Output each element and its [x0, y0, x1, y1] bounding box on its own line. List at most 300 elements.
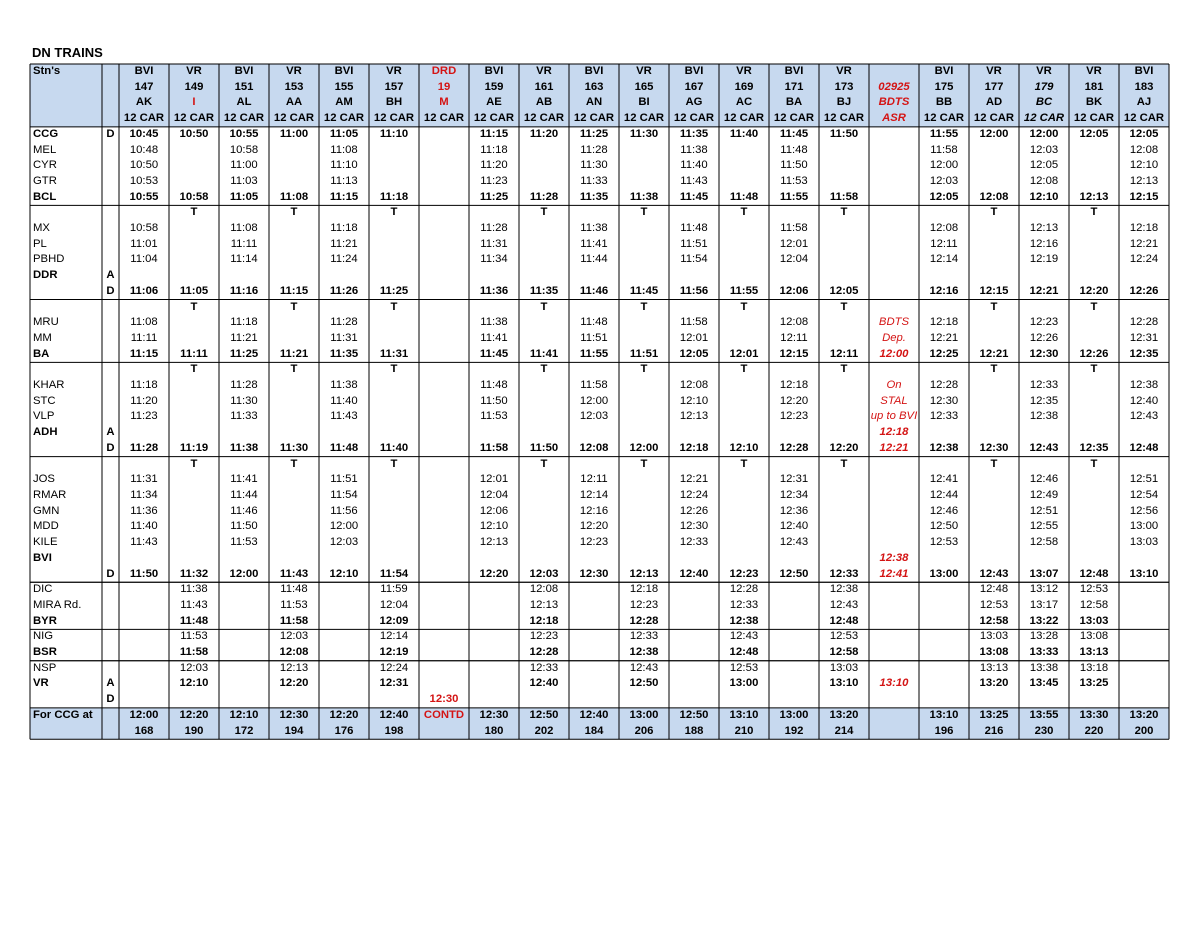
time-cell: [269, 174, 319, 190]
time-cell: [369, 409, 419, 425]
train-code: BC: [1019, 95, 1069, 111]
station-name: PL: [33, 237, 47, 250]
station-name: MRU: [33, 316, 59, 329]
time-cell: [369, 158, 419, 174]
time-cell: [169, 409, 219, 425]
time-cell: [319, 582, 369, 598]
time-cell: [519, 519, 569, 535]
time-cell: 12:28: [729, 583, 759, 596]
time-cell: T: [1090, 206, 1098, 219]
time-cell: 12:51: [1029, 504, 1059, 517]
time-cell: T: [290, 363, 298, 376]
footer-times: 12:20: [319, 708, 369, 724]
arr-dep-flag: [102, 315, 119, 331]
time-cell: [619, 143, 669, 159]
train-dest: [869, 64, 919, 80]
train-code: BK: [1069, 95, 1119, 111]
train-dest: BVI: [769, 64, 819, 80]
time-cell: [319, 692, 369, 708]
train-no: 147: [119, 80, 169, 96]
time-cell: [169, 488, 219, 504]
train-cars: ASR: [869, 111, 919, 127]
time-cell: [219, 300, 269, 316]
time-cell: [969, 143, 1019, 159]
train-cars: 12 CAR: [419, 111, 469, 127]
time-cell: [519, 158, 569, 174]
time-cell: [419, 205, 469, 221]
time-cell: 12:25: [929, 347, 959, 360]
time-cell: [319, 645, 369, 661]
time-cell: 11:48: [329, 441, 359, 454]
time-cell: [919, 268, 969, 284]
time-cell: 12:55: [1029, 520, 1059, 533]
time-cell: [1119, 692, 1169, 708]
time-cell: 11:35: [579, 190, 609, 203]
station-row: [30, 284, 1169, 300]
time-cell: [419, 409, 469, 425]
time-cell: [619, 221, 669, 237]
train-cars: 12 CAR: [919, 111, 969, 127]
train-code: AN: [569, 95, 619, 111]
train-code: M: [419, 95, 469, 111]
time-cell: [519, 221, 569, 237]
time-cell: 11:58: [580, 379, 608, 392]
time-cell: 12:38: [829, 583, 859, 596]
footer-label-blank: [30, 724, 102, 740]
footer-times: 13:00: [769, 708, 819, 724]
time-cell: 12:28: [779, 441, 809, 454]
arr-dep-flag: A: [106, 269, 115, 282]
time-cell: [469, 598, 519, 614]
time-cell: 11:53: [780, 174, 808, 187]
time-cell: [469, 551, 519, 567]
time-cell: [1119, 614, 1169, 630]
time-cell: [819, 504, 869, 520]
time-cell: 12:14: [929, 253, 959, 266]
time-cell: [269, 394, 319, 410]
time-cell: [1069, 378, 1119, 394]
time-cell: [369, 143, 419, 159]
time-cell: [1019, 551, 1069, 567]
train-code: BI: [619, 95, 669, 111]
time-cell: 11:25: [579, 127, 609, 140]
station-name: [30, 362, 102, 378]
time-cell: [819, 692, 869, 708]
time-cell: [419, 362, 469, 378]
time-cell: [719, 221, 769, 237]
station-row: [30, 252, 1169, 268]
time-cell: [819, 221, 869, 237]
time-cell: 11:10: [379, 127, 409, 140]
time-cell: [219, 425, 269, 441]
time-cell: 12:33: [679, 536, 709, 549]
time-cell: [819, 268, 869, 284]
time-cell: [569, 551, 619, 567]
time-cell: 10:58: [129, 222, 159, 235]
time-cell: 12:58: [979, 614, 1009, 627]
time-cell: [169, 535, 219, 551]
station-name: RMAR: [33, 488, 67, 501]
time-cell: 12:21: [979, 347, 1009, 360]
station-row: [30, 158, 1169, 174]
train-dest: VR: [619, 64, 669, 80]
time-cell: [819, 331, 869, 347]
time-cell: [419, 378, 469, 394]
time-cell: 11:48: [580, 316, 608, 329]
arr-dep-flag: [102, 614, 119, 630]
train-cars: 12 CAR: [669, 111, 719, 127]
time-cell: 13:00: [1129, 520, 1159, 533]
footer-nos: [419, 724, 469, 740]
time-cell: [119, 676, 169, 692]
time-cell: 11:58: [479, 441, 509, 454]
time-cell: [219, 551, 269, 567]
time-cell: [369, 394, 419, 410]
footer-times: 12:20: [169, 708, 219, 724]
time-cell: 12:10: [179, 677, 209, 690]
station-row: [30, 661, 1169, 677]
time-cell: 12:33: [1029, 379, 1059, 392]
time-cell: [869, 362, 919, 378]
time-cell: 12:30: [979, 441, 1009, 454]
time-cell: 11:50: [129, 567, 159, 580]
time-cell: 11:43: [680, 174, 708, 187]
time-cell: [119, 300, 169, 316]
time-cell: [1119, 425, 1169, 441]
time-cell: [919, 551, 969, 567]
time-cell: 12:11: [580, 473, 608, 486]
time-cell: 12:08: [779, 316, 809, 329]
train-no: 175: [919, 80, 969, 96]
time-cell: 12:28: [629, 614, 659, 627]
time-cell: [569, 582, 619, 598]
time-cell: [819, 425, 869, 441]
time-cell: [619, 425, 669, 441]
time-cell: 11:18: [230, 316, 258, 329]
station-name: VLP: [33, 410, 55, 423]
time-cell: T: [290, 457, 298, 470]
time-cell: 12:36: [779, 504, 809, 517]
time-cell: [369, 535, 419, 551]
time-cell: [869, 127, 919, 143]
header-row: [30, 111, 1169, 127]
time-cell: [869, 629, 919, 645]
time-cell: [869, 535, 919, 551]
time-cell: 12:33: [829, 567, 859, 580]
time-cell: [269, 488, 319, 504]
time-cell: 13:20: [979, 677, 1009, 690]
time-cell: [419, 252, 469, 268]
station-row: [30, 331, 1169, 347]
train-dest: BVI: [919, 64, 969, 80]
time-cell: [119, 268, 169, 284]
station-name: [30, 205, 102, 221]
time-cell: 12:23: [779, 410, 809, 423]
time-cell: [519, 504, 569, 520]
time-cell: 11:30: [230, 394, 258, 407]
time-cell: STAL: [880, 394, 908, 407]
time-cell: 11:53: [180, 630, 208, 643]
time-cell: [319, 551, 369, 567]
time-cell: [319, 300, 369, 316]
time-cell: [919, 676, 969, 692]
arr-dep-flag: [102, 598, 119, 614]
time-cell: [419, 661, 469, 677]
time-cell: 11:03: [230, 174, 258, 187]
footer-times: 13:10: [919, 708, 969, 724]
time-cell: 10:50: [179, 127, 209, 140]
footer-nos: 200: [1119, 724, 1169, 740]
time-cell: 12:05: [829, 284, 859, 297]
time-cell: 12:19: [379, 646, 409, 659]
time-cell: 12:15: [779, 347, 809, 360]
time-cell: [119, 551, 169, 567]
time-cell: 13:13: [1079, 646, 1109, 659]
time-cell: [769, 205, 819, 221]
time-cell: [469, 614, 519, 630]
time-cell: [169, 378, 219, 394]
time-cell: [819, 237, 869, 253]
train-cars: 12 CAR: [369, 111, 419, 127]
time-cell: [719, 174, 769, 190]
time-cell: 13:03: [979, 630, 1009, 643]
time-cell: [769, 645, 819, 661]
train-dest: VR: [369, 64, 419, 80]
time-cell: 11:23: [130, 410, 158, 423]
train-code: AJ: [1119, 95, 1169, 111]
train-dest: BVI: [669, 64, 719, 80]
time-cell: [719, 519, 769, 535]
time-cell: 12:56: [1129, 504, 1159, 517]
time-cell: 12:50: [629, 677, 659, 690]
time-cell: [919, 457, 969, 473]
time-cell: [919, 300, 969, 316]
footer-times: 12:30: [269, 708, 319, 724]
time-cell: 12:38: [879, 551, 909, 564]
time-cell: 12:20: [779, 394, 809, 407]
arr-dep-flag: [102, 488, 119, 504]
arr-dep-flag: [102, 347, 119, 363]
station-row: [30, 143, 1169, 159]
time-cell: [269, 237, 319, 253]
train-no: 153: [269, 80, 319, 96]
time-cell: T: [840, 363, 848, 376]
train-cars: 12 CAR: [169, 111, 219, 127]
station-name: CYR: [33, 159, 57, 172]
time-cell: 12:30: [679, 520, 709, 533]
time-cell: [819, 519, 869, 535]
time-cell: 12:03: [329, 536, 359, 549]
footer-nos: 202: [519, 724, 569, 740]
time-cell: [919, 645, 969, 661]
time-cell: [619, 268, 669, 284]
train-no: 173: [819, 80, 869, 96]
arr-dep-flag: D: [106, 693, 115, 706]
time-cell: [1069, 221, 1119, 237]
time-cell: 12:23: [1029, 316, 1059, 329]
time-cell: 11:30: [279, 441, 309, 454]
time-cell: [919, 598, 969, 614]
arr-dep-flag: D: [106, 567, 115, 580]
time-cell: 12:04: [379, 598, 409, 611]
time-cell: [869, 268, 919, 284]
station-row: [30, 567, 1169, 583]
station-name: MDD: [33, 520, 59, 533]
time-cell: [169, 692, 219, 708]
arr-dep-flag: [102, 457, 119, 473]
time-cell: 11:55: [729, 284, 759, 297]
time-cell: [669, 614, 719, 630]
time-cell: 12:00: [579, 394, 609, 407]
time-cell: 12:10: [729, 441, 759, 454]
time-cell: [619, 551, 669, 567]
time-cell: [269, 268, 319, 284]
time-cell: [869, 582, 919, 598]
time-cell: 11:21: [330, 237, 358, 250]
time-cell: 12:35: [1129, 347, 1159, 360]
arr-dep-flag: A: [106, 677, 115, 690]
time-cell: [619, 535, 669, 551]
train-no: 177: [969, 80, 1019, 96]
time-cell: [1069, 409, 1119, 425]
time-cell: [419, 472, 469, 488]
footer-nos: 194: [269, 724, 319, 740]
time-cell: [219, 457, 269, 473]
time-cell: 12:18: [529, 614, 559, 627]
station-row: [30, 645, 1169, 661]
train-dest: BVI: [1119, 64, 1169, 80]
time-cell: 12:00: [229, 567, 259, 580]
time-cell: [419, 582, 469, 598]
station-row: [30, 472, 1169, 488]
station-name: BYR: [33, 614, 57, 627]
time-cell: [1069, 425, 1119, 441]
time-cell: [619, 504, 669, 520]
arr-dep-flag: [102, 362, 119, 378]
time-cell: 11:51: [629, 347, 659, 360]
time-cell: 11:08: [279, 190, 309, 203]
time-cell: [819, 535, 869, 551]
station-header-blank: [30, 95, 102, 111]
footer-times: 13:25: [969, 708, 1019, 724]
train-no: 02925: [869, 80, 919, 96]
train-dest: VR: [969, 64, 1019, 80]
time-cell: 11:38: [580, 222, 608, 235]
time-cell: 11:50: [529, 441, 559, 454]
arr-dep-flag: [102, 237, 119, 253]
time-cell: [219, 582, 269, 598]
time-cell: T: [990, 206, 998, 219]
time-cell: 11:15: [279, 284, 309, 297]
time-cell: [369, 551, 419, 567]
time-cell: 12:48: [1079, 567, 1109, 580]
time-cell: T: [1090, 300, 1098, 313]
time-cell: [419, 614, 469, 630]
time-cell: [569, 300, 619, 316]
time-cell: [419, 504, 469, 520]
time-cell: [469, 268, 519, 284]
time-cell: 12:44: [929, 488, 959, 501]
station-name: BA: [33, 347, 50, 360]
time-cell: [269, 472, 319, 488]
time-cell: [419, 158, 469, 174]
time-cell: [269, 315, 319, 331]
time-cell: [369, 472, 419, 488]
time-cell: 13:07: [1029, 567, 1059, 580]
time-cell: 11:40: [330, 394, 358, 407]
time-cell: [869, 158, 919, 174]
time-cell: [719, 378, 769, 394]
time-cell: 10:45: [129, 127, 159, 140]
arr-dep-flag: [102, 582, 119, 598]
time-cell: 12:33: [529, 661, 559, 674]
train-code: AG: [669, 95, 719, 111]
time-cell: 11:33: [230, 410, 258, 423]
train-code: AE: [469, 95, 519, 111]
time-cell: [669, 205, 719, 221]
time-cell: 12:23: [729, 567, 759, 580]
time-cell: [569, 614, 619, 630]
footer-row: [30, 724, 1169, 740]
time-cell: [119, 457, 169, 473]
arr-dep-flag: [102, 551, 119, 567]
time-cell: [269, 692, 319, 708]
time-cell: 10:50: [129, 159, 159, 172]
time-cell: [169, 504, 219, 520]
station-row: [30, 315, 1169, 331]
time-cell: [319, 614, 369, 630]
time-cell: [469, 362, 519, 378]
time-cell: 11:20: [480, 159, 508, 172]
time-cell: [219, 676, 269, 692]
time-cell: [419, 488, 469, 504]
time-cell: 11:55: [779, 190, 809, 203]
footer-times: 13:10: [719, 708, 769, 724]
footer-nos: 184: [569, 724, 619, 740]
arr-dep-flag: [102, 331, 119, 347]
time-cell: 12:38: [1129, 379, 1159, 392]
time-cell: 11:24: [330, 253, 358, 266]
station-header: Stn's: [30, 64, 102, 80]
time-cell: [719, 692, 769, 708]
time-cell: 12:05: [679, 347, 709, 360]
train-no: 149: [169, 80, 219, 96]
time-cell: [1069, 551, 1119, 567]
time-cell: [619, 409, 669, 425]
train-no: 181: [1069, 80, 1119, 96]
time-cell: T: [990, 363, 998, 376]
time-cell: [819, 158, 869, 174]
time-cell: 11:58: [829, 190, 859, 203]
footer-nos: 188: [669, 724, 719, 740]
station-row: [30, 551, 1169, 567]
time-cell: [469, 676, 519, 692]
time-cell: [869, 174, 919, 190]
train-no: 179: [1019, 80, 1069, 96]
time-cell: [819, 378, 869, 394]
time-cell: 12:00: [929, 159, 959, 172]
time-cell: 12:08: [279, 646, 309, 659]
time-cell: 11:21: [230, 331, 258, 344]
time-cell: 11:15: [129, 347, 159, 360]
time-cell: 13:03: [1129, 536, 1159, 549]
time-cell: 13:10: [879, 677, 909, 690]
time-cell: [469, 629, 519, 645]
time-cell: [869, 221, 919, 237]
time-cell: 11:58: [930, 143, 958, 156]
time-cell: [819, 143, 869, 159]
header-row: [30, 95, 1169, 111]
